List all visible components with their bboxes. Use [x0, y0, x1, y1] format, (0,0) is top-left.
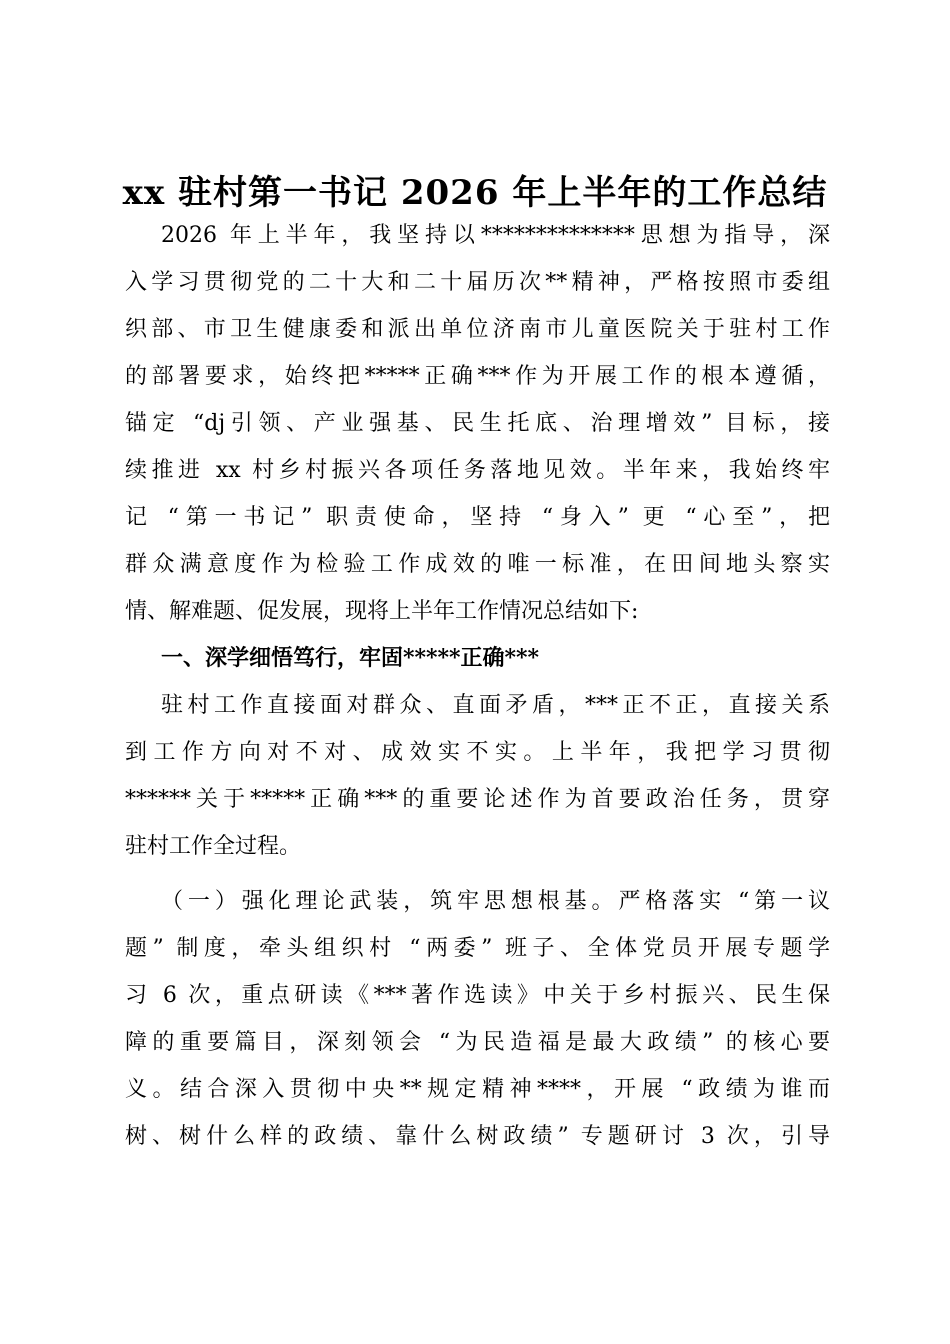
text-line: 到工作方向对不对、成效实不实。上半年，我把学习贯彻	[125, 740, 830, 765]
text-line: 锚定 “dj引领、产业强基、民生托底、治理增效” 目标，接	[125, 411, 830, 436]
paragraph-section1	[125, 682, 830, 870]
text-line: 树、树什么样的政绩、靠什么树政绩” 专题研讨 3 次，引导	[125, 1124, 830, 1149]
text-line: 义。结合深入贯彻中央**规定精神****，开展 “政绩为谁而	[125, 1077, 830, 1102]
section-heading: 一、深学细悟笃行，牢固*****正确***	[161, 645, 540, 671]
text-line: 的部署要求，始终把*****正确***作为开展工作的根本遵循，	[125, 364, 830, 389]
text-line: 入学习贯彻党的二十大和二十届历次**精神，严格按照市委组	[125, 270, 830, 295]
paragraph-gap	[125, 870, 830, 878]
text-line: 情、解难题、促发展，现将上半年工作情况总结如下:	[125, 599, 639, 624]
text-line: 记 “第一书记” 职责使命，坚持 “身入” 更 “心至”，把	[125, 505, 830, 530]
text-line: 群众满意度作为检验工作成效的唯一标准，在田间地头察实	[125, 552, 830, 577]
document-body	[125, 212, 830, 1160]
text-line: 2026 年上半年，我坚持以**************思想为指导，深	[161, 223, 830, 248]
text-line: ******关于*****正确***的重要论述作为首要政治任务，贯穿	[125, 787, 830, 812]
text-line: 驻村工作直接面对群众、直面矛盾，***正不正，直接关系	[161, 693, 830, 718]
paragraph-subsection1	[125, 878, 830, 1160]
text-line: （一）强化理论武装，筑牢思想根基。严格落实 “第一议	[161, 889, 830, 914]
text-line: 织部、市卫生健康委和派出单位济南市儿童医院关于驻村工作	[125, 317, 830, 342]
text-line: 习 6 次，重点研读《***著作选读》中关于乡村振兴、民生保	[125, 983, 830, 1008]
text-line: 驻村工作全过程。	[125, 834, 302, 859]
text-line: 障的重要篇目，深刻领会 “为民造福是最大政绩” 的核心要	[125, 1030, 830, 1055]
paragraph-intro	[125, 212, 830, 635]
document-title: xx 驻村第一书记 2026 年上半年的工作总结	[122, 173, 828, 213]
text-line: 续推进 xx 村乡村振兴各项任务落地见效。半年来，我始终牢	[125, 458, 830, 483]
text-line: 题” 制度，牵头组织村 “两委” 班子、全体党员开展专题学	[125, 936, 830, 961]
